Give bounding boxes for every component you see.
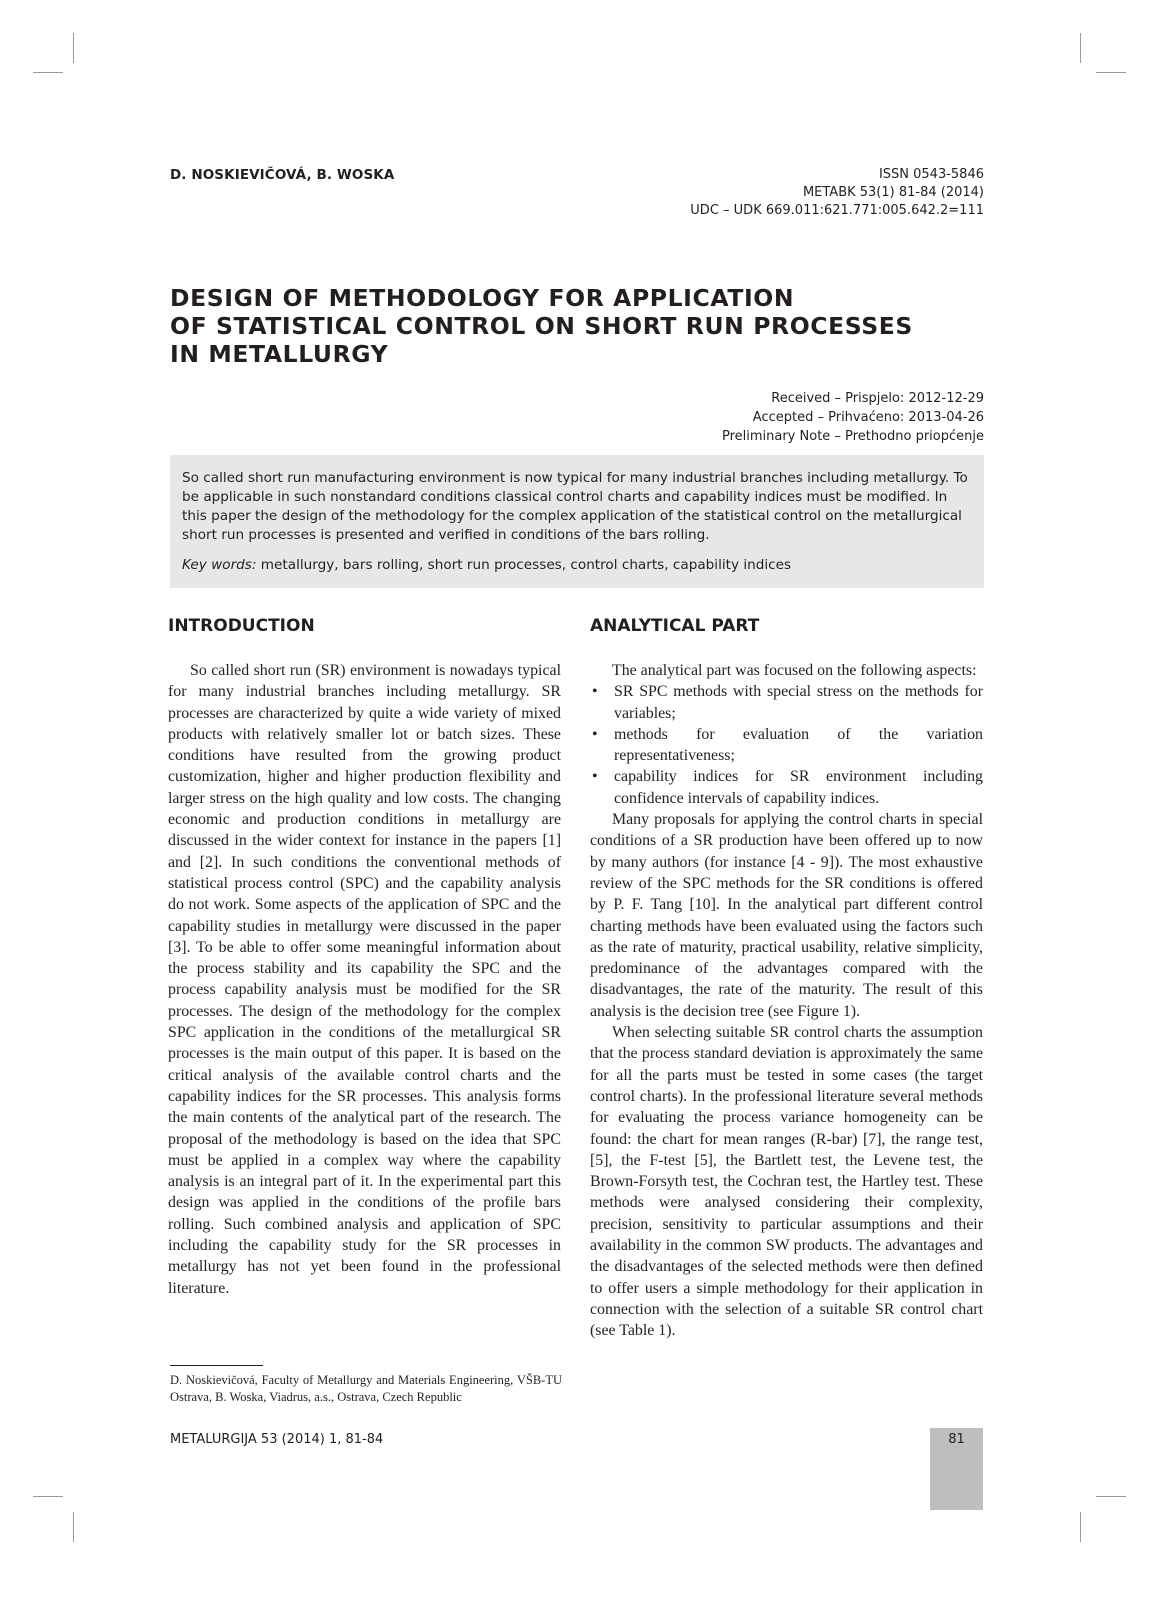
keywords-label: Key words: [182,557,257,573]
title-line: DESIGN OF METHODOLOGY FOR APPLICATION [170,284,795,312]
section-heading-analytical: ANALYTICAL PART [590,616,760,636]
keywords [182,556,972,575]
paper-title [170,284,990,368]
list-item: • methods for evaluation of the variation representativeness; [592,725,983,765]
crop-mark [73,1512,74,1542]
footnote-rule [170,1365,263,1366]
issn: ISSN 0543-5846 [878,167,984,182]
title-line: OF STATISTICAL CONTROL ON SHORT RUN PROCESSES [170,312,913,340]
analytical-intro: The analytical part was focused on the following aspects: [612,662,977,679]
aspect-list [590,681,983,809]
page-number: 81 [948,1432,965,1447]
crop-mark [1080,1512,1081,1542]
bullet-icon: • [592,768,598,786]
received-date: Received – Prispjelo: 2012-12-29 [771,391,984,406]
right-column [590,614,983,1342]
analytical-paragraph-1: Many proposals for applying the control charts in special conditions of a SR production have been offered up to now by many authors (for instance [4 - 9]). The most exhaustive review of the SPC methods for the SR conditions is offered by P. F. Tang [10]. In the analytical part different control charting methods have been evaluated using the factors such as the rate of maturity, practical usability, relative simplicity, predominance of the advantages compared with the disadvantages, the rate of the maturity. The result of this analysis is the decision tree (see Figure 1). [590,811,983,1020]
author-affiliation-footnote: D. Noskievičová, Faculty of Metallurgy and Materials Engineering, VŠB-TU Ostrava, B. Woska, Viadrus, a.s., Ostrava, Czech Republic [170,1373,562,1404]
crop-mark [1096,72,1126,73]
crop-mark [1096,1496,1126,1497]
journal-footer: METALURGIJA 53 (2014) 1, 81-84 [170,1432,384,1447]
running-head-authors: D. NOSKIEVIČOVÁ, B. WOSKA [170,167,395,183]
bullet-icon: • [592,683,598,701]
article-type: Preliminary Note – Prethodno priopćenje [721,429,984,444]
accepted-date: Accepted – Prihvaćeno: 2013-04-26 [752,410,984,425]
udc: UDC – UDK 669.011:621.771:005.642.2=111 [690,203,984,218]
keywords-list: metallurgy, bars rolling, short run processes, control charts, capability indices [256,557,792,573]
crop-mark [33,1496,63,1497]
metabk: METABK 53(1) 81-84 (2014) [802,185,984,200]
article-dates [722,389,984,446]
analytical-paragraph-2: When selecting suitable SR control charts the assumption that the process standard deviation is approximately the same for all the parts must be tested in some cases (the target control charts). In the professional literature several methods for evaluating the process variance homogeneity can be found: the chart for mean ranges (R-bar) [7], the range test, [5], the F-test [5], the Bartlett test, the Levene test, the Brown-Forsyth test, the Cochran test, the Hartley test. These methods were analysed considering their complexity, precision, sensitivity to particular assumptions and their availability in the common SW products. The advantages and the disadvantages of the selected methods were then defined to offer users a simple methodology for their application in connection with the selection of a suitable SR control chart (see Table 1). [590,1024,983,1340]
introduction-paragraph: So called short run (SR) environment is nowadays typical for many industrial branches including metallurgy. SR processes are characterized by quite a wide variety of mixed products with relatively smaller lot or batch sizes. These conditions have resulted from the growing product customization, higher and higher production flexibility and larger stress on the high quality and low costs. The changing economic and production conditions in metallurgy are discussed in the wider context for instance in the papers [1] and [2]. In such conditions the conventional methods of statistical process control (SPC) and the capability analysis do not work. Some aspects of the application of SPC and the capability studies in metallurgy were discussed in the paper [3]. To be able to offer some meaningful information about the process stability and its capability the SPC and the process capability analysis must be modified for the SR processes. The design of the methodology for the complex SPC application in the conditions of the metallurgical SR processes is the main output of this paper. It is based on the critical analysis of the available control charts and the capability indices for the SR processes. This analysis forms the main contents of the analytical part of the research. The proposal of the methodology is based on the idea that SPC must be applied in a complex way where the capability analysis is an integral part of it. In the experimental part this design was applied in the conditions of the profile bars rolling. Such combined analysis and application of SPC including the capability study for the SR processes in metallurgy has not yet been found in the professional literature. [168,662,561,1297]
bullet-icon: • [592,725,598,743]
list-item: • capability indices for SR environment including confidence intervals of capability indices. [592,768,983,807]
publication-identifiers [690,166,984,220]
abstract-text: So called short run manufacturing environment is now typical for many industrial branches including metallurgy. To be applicable in such nonstandard conditions classical control charts and capability indices must be modified. In this paper the design of the methodology for the complex application of the statistical control on the metallurgical short run processes is presented and verified in conditions of the bars rolling. [182,470,968,543]
crop-mark [33,72,63,73]
crop-mark [73,33,74,63]
abstract-box [170,455,984,588]
title-line: IN METALLURGY [170,340,389,368]
crop-mark [1080,33,1081,63]
list-item: • SR SPC methods with special stress on the methods for variables; [592,683,983,722]
section-heading-introduction: INTRODUCTION [168,616,315,636]
page-number-tab [930,1428,983,1510]
left-column [168,614,561,1299]
